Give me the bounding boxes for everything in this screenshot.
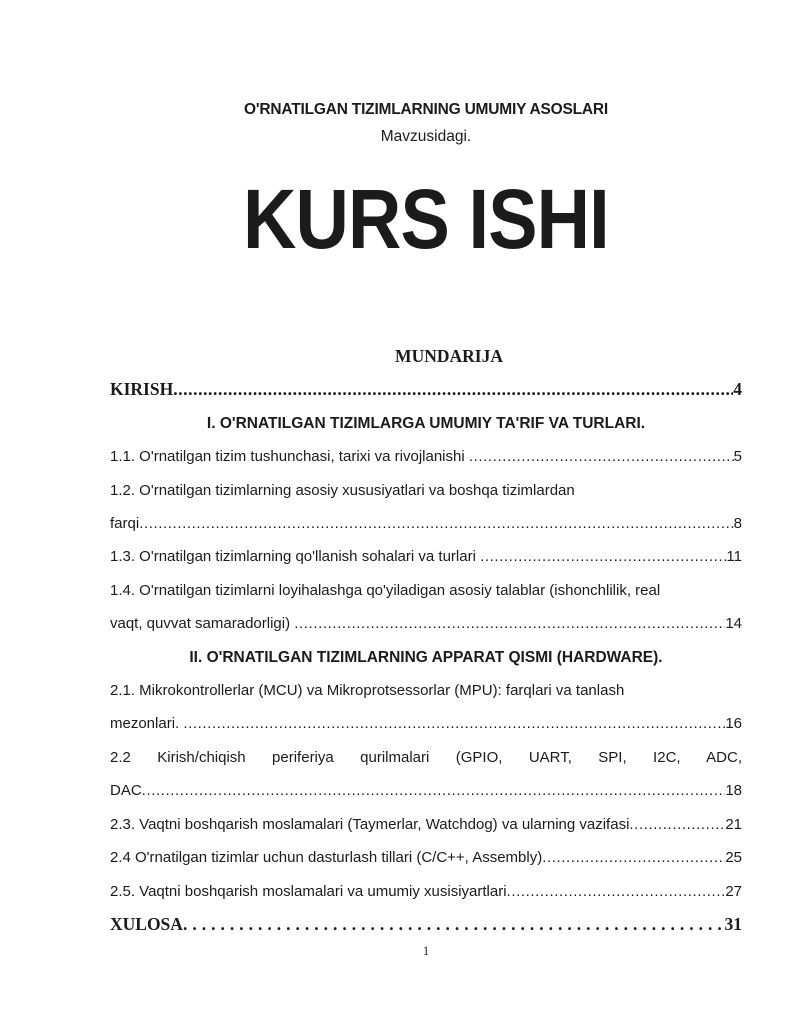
toc-page-number: 11 (726, 548, 742, 566)
toc-entry (110, 707, 742, 740)
toc-entry-continuation: 1.2. O'rnatilgan tizimlarning asosiy xususiyatlari va boshqa tizimlardan (110, 481, 575, 499)
toc-entry-text: mezonlari. (110, 715, 184, 733)
toc-entry (110, 507, 742, 540)
toc-entry-text: vaqt, quvvat samaradorligi) (110, 615, 295, 633)
toc-page-number: 4 (733, 379, 742, 400)
toc-rows (110, 373, 742, 941)
toc-entry-text: XULOSA (110, 913, 183, 934)
toc-entry (110, 774, 742, 807)
dot-leader (629, 808, 725, 841)
toc-entry-text: 1.3. O'rnatilgan tizimlarning qo'llanish sohalari va turlari (110, 548, 481, 566)
toc-entry-text: 2.4 O'rnatilgan tizimlar uchun dasturlash tillari (C/C++, Assembly) (110, 849, 543, 867)
page-footer (110, 943, 742, 959)
page-number: 1 (422, 944, 430, 959)
dot-leader (542, 841, 725, 874)
main-title (110, 174, 742, 264)
dot-leader (139, 507, 733, 540)
toc-entry (110, 875, 742, 908)
dot-leader (142, 774, 726, 807)
table-of-contents (110, 340, 742, 941)
toc-entry (110, 841, 742, 874)
toc-entry (110, 373, 742, 406)
toc-entry-continuation: 1.4. O'rnatilgan tizimlarni loyihalashga qo'yiladigan asosiy talablar (ishonchlilik, real (110, 581, 661, 599)
toc-page-number: 5 (733, 448, 742, 466)
toc-page-number: 16 (725, 715, 742, 733)
dot-leader (469, 440, 734, 473)
toc-page-number: 21 (725, 815, 742, 833)
toc-page-number: 18 (725, 782, 742, 800)
toc-entry (110, 908, 742, 941)
dot-leader (183, 908, 725, 941)
toc-entry-text: 2.3. Vaqtni boshqarish moslamalari (Taymerlar, Watchdog) va ularning vazifasi (110, 815, 630, 833)
dot-leader (480, 540, 726, 573)
toc-section-heading: I. O'RNATILGAN TIZIMLARGA UMUMIY TA'RIF VA TURLARI. (206, 414, 646, 432)
toc-page-number: 27 (725, 882, 742, 900)
toc-entry (110, 440, 742, 473)
toc-entry-text: 1.1. O'rnatilgan tizim tushunchasi, tarixi va rivojlanishi (110, 448, 469, 466)
dot-leader (507, 875, 726, 908)
toc-title: MUNDARIJA (395, 346, 503, 366)
toc-entry (110, 607, 742, 640)
toc-entry (110, 540, 742, 573)
dot-leader (173, 373, 733, 406)
toc-entry (110, 808, 742, 841)
subject-subtitle: Mavzusidagi. (380, 128, 472, 145)
toc-entry-text: DAC (110, 782, 142, 800)
toc-section-heading: II. O'RNATILGAN TIZIMLARNING APPARAT QISMI (HARDWARE). (189, 648, 663, 666)
toc-page-number: 14 (725, 615, 742, 633)
toc-page-number: 31 (724, 913, 742, 934)
course-subject-title: O'RNATILGAN TIZIMLARNING UMUMIY ASOSLARI (244, 101, 608, 118)
toc-page-number: 25 (725, 849, 742, 867)
toc-entry-text: 2.5. Vaqtni boshqarish moslamalari va umumiy xusisiyartlari (110, 882, 507, 900)
toc-entry-continuation: 2.2 Kirish/chiqish periferiya qurilmalari (GPIO, UART, SPI, I2C, ADC, (110, 748, 742, 766)
toc-entry-text: farqi (110, 515, 140, 533)
toc-page-number: 8 (733, 515, 742, 533)
toc-entry-text: KIRISH (110, 379, 174, 400)
toc-entry-continuation: 2.1. Mikrokontrollerlar (MCU) va Mikroprotsessorlar (MPU): farqlari va tanlash (110, 682, 625, 700)
dot-leader (183, 707, 725, 740)
document-header (110, 0, 742, 150)
dot-leader (294, 607, 725, 640)
main-title-text: KURS ISHI (243, 172, 609, 266)
page-content (110, 0, 742, 959)
